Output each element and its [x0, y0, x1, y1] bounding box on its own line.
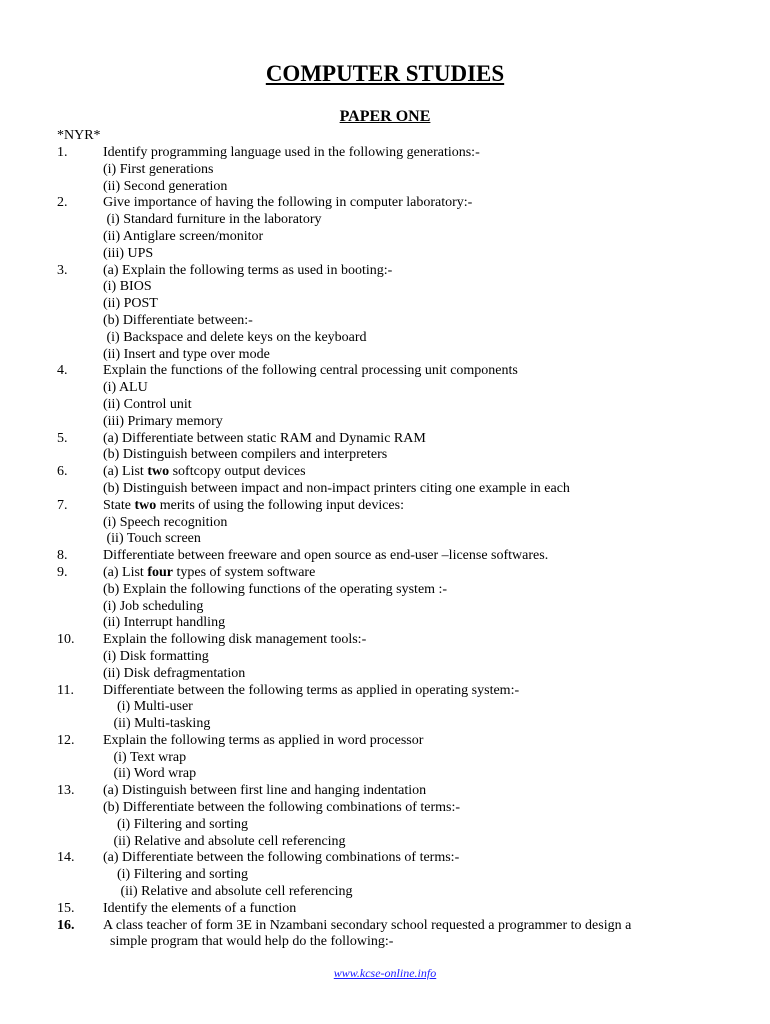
paper-subtitle: PAPER ONE: [339, 108, 431, 125]
question-text: Explain the following terms as applied in word processor: [103, 732, 424, 748]
question-subitem: (i) BIOS: [103, 279, 152, 295]
question-number: 1.: [57, 145, 68, 160]
question-number: 16.: [57, 917, 75, 933]
question-text: (a) List two softcopy output devices: [103, 464, 306, 480]
question-list: [57, 145, 737, 951]
question-1: [57, 145, 737, 195]
question-subitem: (ii) POST: [103, 296, 158, 312]
question-text: Explain the following disk management tools:-: [103, 632, 367, 648]
question-10: [57, 632, 737, 682]
footer: [0, 966, 770, 981]
question-subitem: (ii) Touch screen: [103, 531, 201, 547]
question-text: Identify the elements of a function: [103, 900, 297, 916]
question-subitem: (b) Differentiate between:-: [103, 312, 253, 328]
question-3: [57, 263, 737, 364]
question-subitem: (i) Filtering and sorting: [103, 816, 249, 832]
question-text: Differentiate between the following terms as applied in operating system:-: [103, 682, 520, 698]
question-number: 14.: [57, 850, 75, 866]
question-subitem: (b) Explain the following functions of the operating system :-: [103, 581, 448, 597]
question-12: [57, 733, 737, 783]
question-subitem: (ii) Second generation: [103, 178, 228, 194]
question-number: 3.: [57, 262, 68, 278]
question-text: (a) Distinguish between first line and hanging indentation: [103, 783, 427, 799]
question-4: [57, 363, 737, 430]
question-subitem: (ii) Multi-tasking: [103, 716, 211, 732]
question-subitem: (i) Filtering and sorting: [103, 867, 249, 883]
question-2: [57, 195, 737, 262]
question-text: Differentiate between freeware and open source as end-user –license softwares.: [103, 548, 549, 564]
question-14: [57, 850, 737, 900]
question-subitem: (i) Standard furniture in the laboratory: [103, 212, 322, 228]
question-number: 15.: [57, 900, 75, 916]
question-subitem: (i) First generations: [103, 161, 214, 177]
question-subitem: (ii) Relative and absolute cell referencing: [103, 884, 353, 900]
question-subitem: (i) Speech recognition: [103, 514, 228, 530]
question-text: (a) Explain the following terms as used in booting:-: [103, 262, 393, 278]
question-number: 4.: [57, 363, 68, 379]
page-title: COMPUTER STUDIES: [265, 61, 505, 86]
question-number: 5.: [57, 430, 68, 446]
question-11: [57, 683, 737, 733]
question-number: 10.: [57, 632, 75, 648]
question-text: (a) Differentiate between static RAM and Dynamic RAM: [103, 430, 426, 446]
question-subitem: (b) Distinguish between compilers and interpreters: [103, 447, 388, 463]
question-subitem: (iii) UPS: [103, 245, 154, 261]
question-number: 12.: [57, 732, 75, 748]
question-continuation: simple program that would help do the following:-: [110, 934, 394, 950]
question-subitem: (i) Backspace and delete keys on the keyboard: [103, 329, 367, 345]
question-number: 13.: [57, 783, 75, 799]
question-subitem: (ii) Insert and type over mode: [103, 346, 270, 362]
question-subitem: (ii) Control unit: [103, 396, 192, 412]
question-7: [57, 498, 737, 548]
question-subitem: (i) Job scheduling: [103, 598, 204, 614]
question-number: 8.: [57, 548, 68, 564]
question-16: [57, 918, 737, 952]
question-text: Explain the functions of the following central processing unit components: [103, 363, 518, 379]
question-15: [57, 901, 737, 918]
question-5: [57, 431, 737, 465]
footer-link[interactable]: www.kcse-online.info: [333, 966, 437, 980]
question-text: Give importance of having the following in computer laboratory:-: [103, 195, 473, 211]
question-subitem: (ii) Relative and absolute cell referencing: [103, 833, 346, 849]
question-subitem: (i) Disk formatting: [103, 648, 209, 664]
question-subitem: (i) ALU: [103, 380, 148, 396]
question-text: A class teacher of form 3E in Nzambani secondary school requested a programmer to design a: [103, 917, 632, 933]
question-number: 7.: [57, 497, 68, 513]
question-13: [57, 783, 737, 850]
question-subitem: (i) Multi-user: [103, 699, 193, 715]
question-number: 11.: [57, 682, 74, 698]
question-9: [57, 565, 737, 632]
question-8: [57, 548, 737, 565]
question-subitem: (iii) Primary memory: [103, 413, 223, 429]
question-subitem: (ii) Interrupt handling: [103, 615, 226, 631]
question-6: [57, 464, 737, 498]
question-number: 6.: [57, 464, 68, 480]
paper-code: *NYR*: [57, 128, 101, 143]
question-subitem: (ii) Disk defragmentation: [103, 665, 246, 681]
question-text: Identify programming language used in the following generations:-: [103, 145, 480, 160]
question-subitem: (ii) Antiglare screen/monitor: [103, 228, 264, 244]
question-number: 9.: [57, 564, 68, 580]
question-subitem: (b) Differentiate between the following combinations of terms:-: [103, 800, 461, 816]
question-subitem: (b) Distinguish between impact and non-impact printers citing one example in each: [103, 480, 570, 496]
question-subitem: (ii) Word wrap: [103, 766, 197, 782]
question-text: State two merits of using the following input devices:: [103, 497, 404, 513]
question-text: (a) Differentiate between the following combinations of terms:-: [103, 850, 460, 866]
question-text: (a) List four types of system software: [103, 564, 316, 580]
question-number: 2.: [57, 195, 68, 211]
question-subitem: (i) Text wrap: [103, 749, 187, 765]
